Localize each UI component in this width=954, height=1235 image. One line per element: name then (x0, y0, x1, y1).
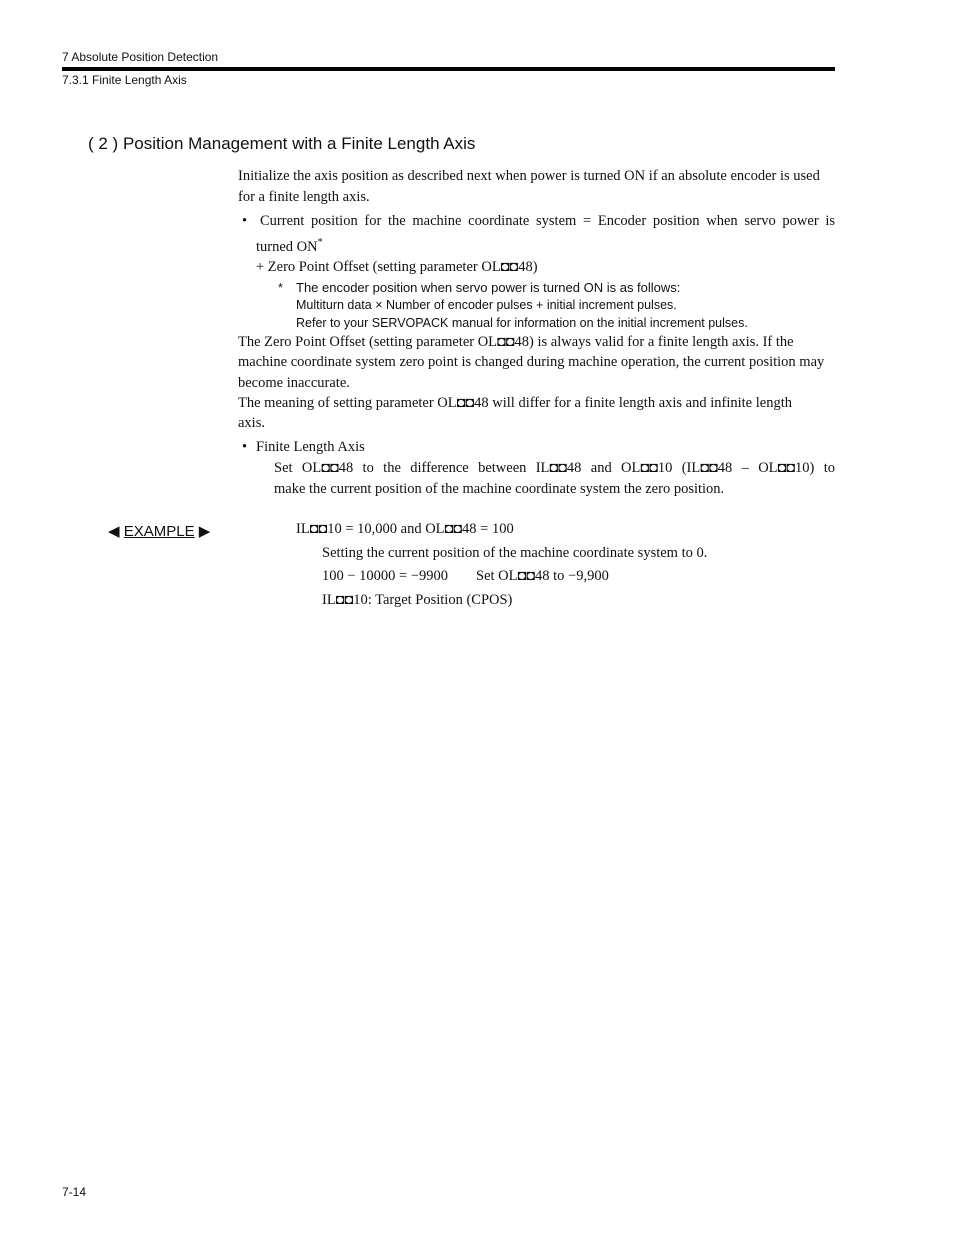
footnote-mark: * (278, 281, 283, 295)
bullet2-line-2: make the current position of the machine coordinate system the zero position. (274, 481, 725, 497)
left-triangle-icon: ◀ (108, 523, 120, 540)
page-number: 7-14 (62, 1185, 87, 1199)
para3-line-2: axis. (238, 415, 265, 431)
footnote-ref: * (317, 237, 323, 248)
example-label (108, 522, 210, 540)
para2-line-3: become inaccurate. (238, 375, 350, 391)
para3-line-1: The meaning of setting parameter OL◘◘48 will differ for a finite length axis and infinite length (238, 395, 792, 411)
intro-line-1: Initialize the axis position as described next when power is turned ON if an absolute encoder is used (238, 168, 820, 184)
footnote-line-2: Multiturn data × Number of encoder pulses + initial increment pulses. (296, 298, 677, 312)
footnote-line-3: Refer to your SERVOPACK manual for information on the initial increment pulses. (296, 316, 748, 330)
example-line-4: IL◘◘10: Target Position (CPOS) (322, 592, 513, 608)
para2-line-2: machine coordinate system zero point is changed during machine operation, the current position may (238, 354, 825, 370)
footnote-line-1: The encoder position when servo power is turned ON is as follows: (296, 280, 681, 295)
intro-line-2: for a finite length axis. (238, 189, 370, 205)
example-text: EXAMPLE (123, 523, 195, 540)
section-header: 7.3.1 Finite Length Axis (62, 73, 187, 87)
bullet2-line-1: Set OL◘◘48 to the difference between IL◘◘48 and OL◘◘10 (IL◘◘48 – OL◘◘10) to (274, 460, 835, 476)
example-line-3a: 100 − 10000 = −9900 (322, 568, 449, 584)
example-line-2: Setting the current position of the machine coordinate system to 0. (322, 545, 708, 561)
para2-line-1: The Zero Point Offset (setting parameter OL◘◘48) is always valid for a finite length axis. If the (238, 334, 794, 350)
bullet2-mark: • (242, 439, 248, 455)
bullet-mark: • (242, 213, 248, 229)
bullet1-line-1: Current position for the machine coordinate system = Encoder position when servo power is (260, 213, 835, 229)
example-line-3b: Set OL◘◘48 to −9,900 (476, 568, 609, 584)
bullet1-line-2 (256, 237, 323, 256)
bullet2-title: Finite Length Axis (256, 439, 365, 455)
bullet1-line-2-text: turned ON (256, 238, 318, 255)
example-line-1: IL◘◘10 = 10,000 and OL◘◘48 = 100 (296, 521, 514, 537)
header-rule (62, 67, 835, 71)
section-heading: ( 2 ) Position Management with a Finite Length Axis (88, 134, 476, 153)
right-triangle-icon: ▶ (198, 523, 211, 540)
chapter-header: 7 Absolute Position Detection (62, 50, 219, 64)
bullet1-line-3: + Zero Point Offset (setting parameter OL◘◘48) (256, 259, 538, 275)
